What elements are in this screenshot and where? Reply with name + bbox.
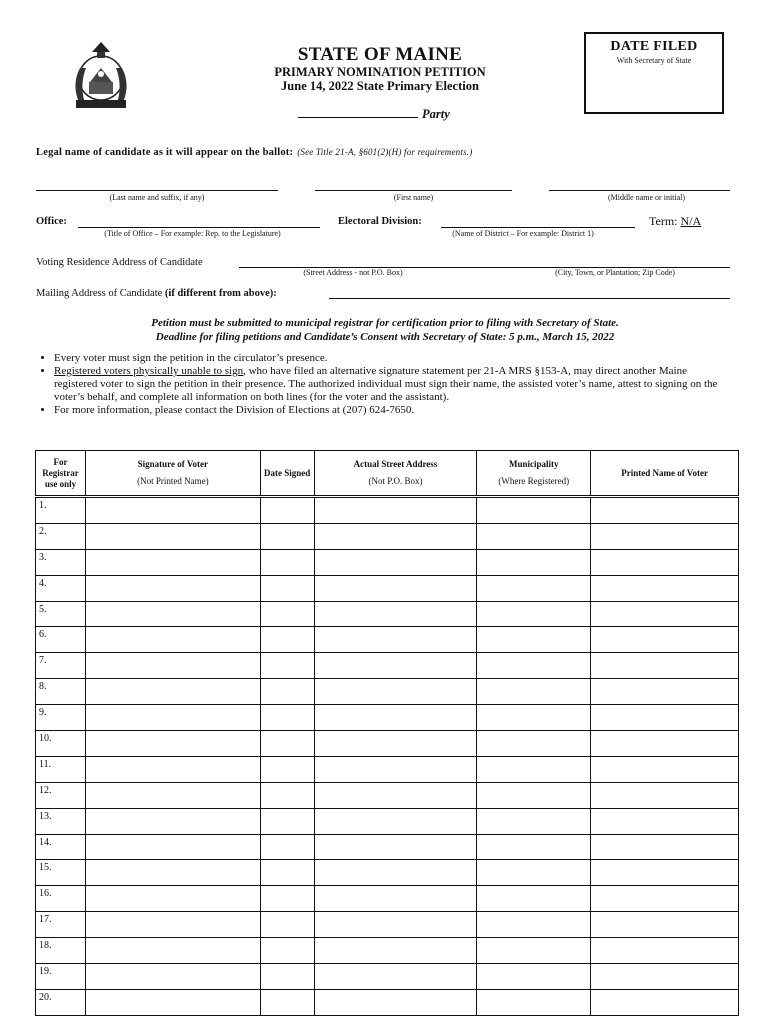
date-cell[interactable] xyxy=(260,523,314,549)
office-caption: (Title of Office – For example: Rep. to the Legislature) xyxy=(104,229,281,238)
signature-cell[interactable] xyxy=(85,653,260,679)
row-number: 6. xyxy=(36,627,86,653)
municipality-cell[interactable] xyxy=(477,886,591,912)
table-row xyxy=(36,860,739,886)
bullet-list xyxy=(36,352,726,417)
signature-cell[interactable] xyxy=(85,912,260,938)
table-row xyxy=(36,497,739,524)
municipality-cell[interactable] xyxy=(477,860,591,886)
signature-cell[interactable] xyxy=(85,886,260,912)
party-label: Party xyxy=(422,107,450,121)
district-caption: (Name of District – For example: District 1) xyxy=(452,229,594,238)
printed-name-cell[interactable] xyxy=(591,834,739,860)
col-printed-name: Printed Name of Voter xyxy=(591,451,739,497)
row-number: 12. xyxy=(36,782,86,808)
party-blank[interactable] xyxy=(298,106,418,118)
signature-cell[interactable] xyxy=(85,938,260,964)
row-number: 17. xyxy=(36,912,86,938)
party-field[interactable] xyxy=(298,106,450,122)
date-cell[interactable] xyxy=(260,731,314,757)
printed-name-cell[interactable] xyxy=(591,886,739,912)
row-number: 7. xyxy=(36,653,86,679)
date-cell[interactable] xyxy=(260,834,314,860)
row-number: 1. xyxy=(36,497,86,524)
bullet-2-underlined: Registered voters physically unable to sign xyxy=(54,365,244,377)
first-name-caption: (First name) xyxy=(393,193,434,202)
table-row xyxy=(36,731,739,757)
instruction-line-1: Petition must be submitted to municipal registrar for certification prior to filing with Secretary of State. xyxy=(151,317,619,329)
row-number: 15. xyxy=(36,860,86,886)
table-row xyxy=(36,782,739,808)
printed-name-cell[interactable] xyxy=(591,679,739,705)
col-signature-title: Signature of Voter xyxy=(137,459,208,469)
address-cell[interactable] xyxy=(314,912,477,938)
printed-name-cell[interactable] xyxy=(591,912,739,938)
col-address xyxy=(314,451,477,497)
row-number: 10. xyxy=(36,731,86,757)
address-cell[interactable] xyxy=(314,497,477,524)
municipality-cell[interactable] xyxy=(477,834,591,860)
middle-name-field[interactable] xyxy=(549,190,730,191)
address-cell[interactable] xyxy=(314,808,477,834)
row-number: 2. xyxy=(36,523,86,549)
date-filed-box xyxy=(584,32,724,114)
signature-cell[interactable] xyxy=(85,860,260,886)
office-label: Office: xyxy=(36,216,67,227)
last-name-caption: (Last name and suffix, if any) xyxy=(109,193,205,202)
col-municipality-sub: (Where Registered) xyxy=(498,476,570,486)
municipality-cell[interactable] xyxy=(477,497,591,524)
printed-name-cell[interactable] xyxy=(591,731,739,757)
signature-cell[interactable] xyxy=(85,523,260,549)
printed-name-cell[interactable] xyxy=(591,627,739,653)
address-cell[interactable] xyxy=(314,834,477,860)
signature-cell[interactable] xyxy=(85,705,260,731)
office-field[interactable] xyxy=(78,227,320,228)
middle-name-caption: (Middle name or initial) xyxy=(607,193,686,202)
printed-name-cell[interactable] xyxy=(591,964,739,990)
table-row xyxy=(36,549,739,575)
table-row xyxy=(36,601,739,627)
municipality-cell[interactable] xyxy=(477,601,591,627)
date-cell[interactable] xyxy=(260,575,314,601)
date-cell[interactable] xyxy=(260,808,314,834)
municipality-cell[interactable] xyxy=(477,912,591,938)
signature-cell[interactable] xyxy=(85,549,260,575)
row-number: 14. xyxy=(36,834,86,860)
col-address-title: Actual Street Address xyxy=(353,459,438,469)
municipality-cell[interactable] xyxy=(477,653,591,679)
first-name-field[interactable] xyxy=(315,190,512,191)
mailing-label-text: Mailing Address of Candidate xyxy=(36,288,163,299)
table-header-row xyxy=(36,451,739,497)
col-registrar: For Registrar use only xyxy=(36,451,86,497)
address-cell[interactable] xyxy=(314,575,477,601)
address-cell[interactable] xyxy=(314,938,477,964)
address-cell[interactable] xyxy=(314,964,477,990)
bullet-item-1: • Every voter must sign the petition in the circulator’s presence. xyxy=(54,352,726,365)
printed-name-cell[interactable] xyxy=(591,860,739,886)
district-label: Electoral Division: xyxy=(338,216,422,227)
signature-cell[interactable] xyxy=(85,731,260,757)
signature-cell[interactable] xyxy=(85,808,260,834)
bullet-item-2 xyxy=(54,365,726,404)
signature-cell[interactable] xyxy=(85,575,260,601)
date-cell[interactable] xyxy=(260,912,314,938)
printed-name-cell[interactable] xyxy=(591,782,739,808)
signature-cell[interactable] xyxy=(85,756,260,782)
signature-cell[interactable] xyxy=(85,989,260,1015)
printed-name-cell[interactable] xyxy=(591,808,739,834)
address-cell[interactable] xyxy=(314,679,477,705)
table-row xyxy=(36,575,739,601)
municipality-cell[interactable] xyxy=(477,575,591,601)
table-row xyxy=(36,679,739,705)
city-caption: (City, Town, or Plantation; Zip Code) xyxy=(555,268,675,277)
municipality-cell[interactable] xyxy=(477,782,591,808)
printed-name-cell[interactable] xyxy=(591,523,739,549)
signature-cell[interactable] xyxy=(85,497,260,524)
date-cell[interactable] xyxy=(260,679,314,705)
term-label: Term: xyxy=(649,214,678,228)
date-cell[interactable] xyxy=(260,938,314,964)
address-cell[interactable] xyxy=(314,756,477,782)
table-row xyxy=(36,938,739,964)
table-row xyxy=(36,705,739,731)
state-seal-icon xyxy=(62,38,140,116)
date-cell[interactable] xyxy=(260,549,314,575)
row-number: 4. xyxy=(36,575,86,601)
bullet-2-text: , who have filed an alternative signature statement per 21-A MRS §153-A, may direct another Maine registered voter to sign the petition in their presence. The authorized individual must sign their name, the assisted voter’s name, attest to signing on the voter’s behalf, and complete all information on both lines (for the voter and the assistant). xyxy=(54,365,718,403)
signature-cell[interactable] xyxy=(85,964,260,990)
mailing-note: (if different from above): xyxy=(164,288,277,299)
municipality-cell[interactable] xyxy=(477,808,591,834)
municipality-cell[interactable] xyxy=(477,989,591,1015)
date-cell[interactable] xyxy=(260,860,314,886)
table-row xyxy=(36,523,739,549)
date-cell[interactable] xyxy=(260,756,314,782)
municipality-cell[interactable] xyxy=(477,756,591,782)
table-row xyxy=(36,653,739,679)
row-number: 19. xyxy=(36,964,86,990)
term xyxy=(649,214,701,229)
table-row xyxy=(36,808,739,834)
row-number: 13. xyxy=(36,808,86,834)
printed-name-cell[interactable] xyxy=(591,989,739,1015)
printed-name-cell[interactable] xyxy=(591,497,739,524)
address-cell[interactable] xyxy=(314,989,477,1015)
address-cell[interactable] xyxy=(314,731,477,757)
municipality-cell[interactable] xyxy=(477,731,591,757)
date-cell[interactable] xyxy=(260,653,314,679)
printed-name-cell[interactable] xyxy=(591,705,739,731)
municipality-cell[interactable] xyxy=(477,964,591,990)
printed-name-cell[interactable] xyxy=(591,575,739,601)
row-number: 16. xyxy=(36,886,86,912)
municipality-cell[interactable] xyxy=(477,938,591,964)
printed-name-cell[interactable] xyxy=(591,549,739,575)
date-cell[interactable] xyxy=(260,705,314,731)
table-row xyxy=(36,989,739,1015)
election-name: June 14, 2022 State Primary Election xyxy=(281,79,479,93)
row-number: 18. xyxy=(36,938,86,964)
row-number: 3. xyxy=(36,549,86,575)
col-date: Date Signed xyxy=(260,451,314,497)
table-row xyxy=(36,756,739,782)
legal-name-text: Legal name of candidate as it will appear on the ballot: xyxy=(36,147,294,158)
col-address-sub: (Not P.O. Box) xyxy=(368,476,423,486)
row-number: 5. xyxy=(36,601,86,627)
residence-label: Voting Residence Address of Candidate xyxy=(36,257,203,268)
form-title: STATE OF MAINE xyxy=(297,44,463,65)
row-number: 11. xyxy=(36,756,86,782)
date-cell[interactable] xyxy=(260,989,314,1015)
table-row xyxy=(36,964,739,990)
date-filed-subtitle: With Secretary of State xyxy=(616,56,692,65)
municipality-cell[interactable] xyxy=(477,523,591,549)
row-number: 20. xyxy=(36,989,86,1015)
municipality-cell[interactable] xyxy=(477,627,591,653)
address-cell[interactable] xyxy=(314,627,477,653)
col-signature-sub: (Not Printed Name) xyxy=(137,476,209,486)
municipality-cell[interactable] xyxy=(477,679,591,705)
printed-name-cell[interactable] xyxy=(591,756,739,782)
address-cell[interactable] xyxy=(314,601,477,627)
instructions xyxy=(40,316,730,344)
mailing-field[interactable] xyxy=(329,298,730,299)
date-cell[interactable] xyxy=(260,601,314,627)
legal-name-note: (See Title 21-A, §601(2)(H) for requirements.) xyxy=(297,147,473,157)
col-signature xyxy=(85,451,260,497)
address-cell[interactable] xyxy=(314,705,477,731)
signature-cell[interactable] xyxy=(85,601,260,627)
bullet-item-3: • For more information, please contact the Division of Elections at (207) 624-7650. xyxy=(54,404,726,417)
signature-table xyxy=(35,450,739,1016)
printed-name-cell[interactable] xyxy=(591,653,739,679)
col-municipality-title: Municipality xyxy=(509,459,559,469)
date-cell[interactable] xyxy=(260,964,314,990)
address-cell[interactable] xyxy=(314,523,477,549)
printed-name-cell[interactable] xyxy=(591,601,739,627)
table-row xyxy=(36,912,739,938)
form-subtitle: PRIMARY NOMINATION PETITION xyxy=(274,65,486,79)
row-number: 8. xyxy=(36,679,86,705)
last-name-field[interactable] xyxy=(36,190,278,191)
row-number: 9. xyxy=(36,705,86,731)
date-cell[interactable] xyxy=(260,782,314,808)
district-field[interactable] xyxy=(441,227,635,228)
signature-cell[interactable] xyxy=(85,627,260,653)
mailing-label xyxy=(36,288,277,299)
signature-cell[interactable] xyxy=(85,834,260,860)
date-filed-title: DATE FILED xyxy=(610,39,698,54)
table-row xyxy=(36,886,739,912)
municipality-cell[interactable] xyxy=(477,705,591,731)
term-value: N/A xyxy=(680,214,702,228)
table-row xyxy=(36,834,739,860)
printed-name-cell[interactable] xyxy=(591,938,739,964)
address-cell[interactable] xyxy=(314,549,477,575)
signature-cell[interactable] xyxy=(85,679,260,705)
col-municipality xyxy=(477,451,591,497)
municipality-cell[interactable] xyxy=(477,549,591,575)
address-cell[interactable] xyxy=(314,653,477,679)
date-cell[interactable] xyxy=(260,627,314,653)
date-cell[interactable] xyxy=(260,886,314,912)
instruction-line-2: Deadline for filing petitions and Candidate’s Consent with Secretary of State: 5 p.m., March 15, 2022 xyxy=(155,331,615,343)
signature-cell[interactable] xyxy=(85,782,260,808)
date-cell[interactable] xyxy=(260,497,314,524)
legal-name-label xyxy=(36,147,472,158)
address-cell[interactable] xyxy=(314,782,477,808)
table-row xyxy=(36,627,739,653)
address-cell[interactable] xyxy=(314,886,477,912)
address-cell[interactable] xyxy=(314,860,477,886)
street-caption: (Street Address - not P.O. Box) xyxy=(303,268,403,277)
